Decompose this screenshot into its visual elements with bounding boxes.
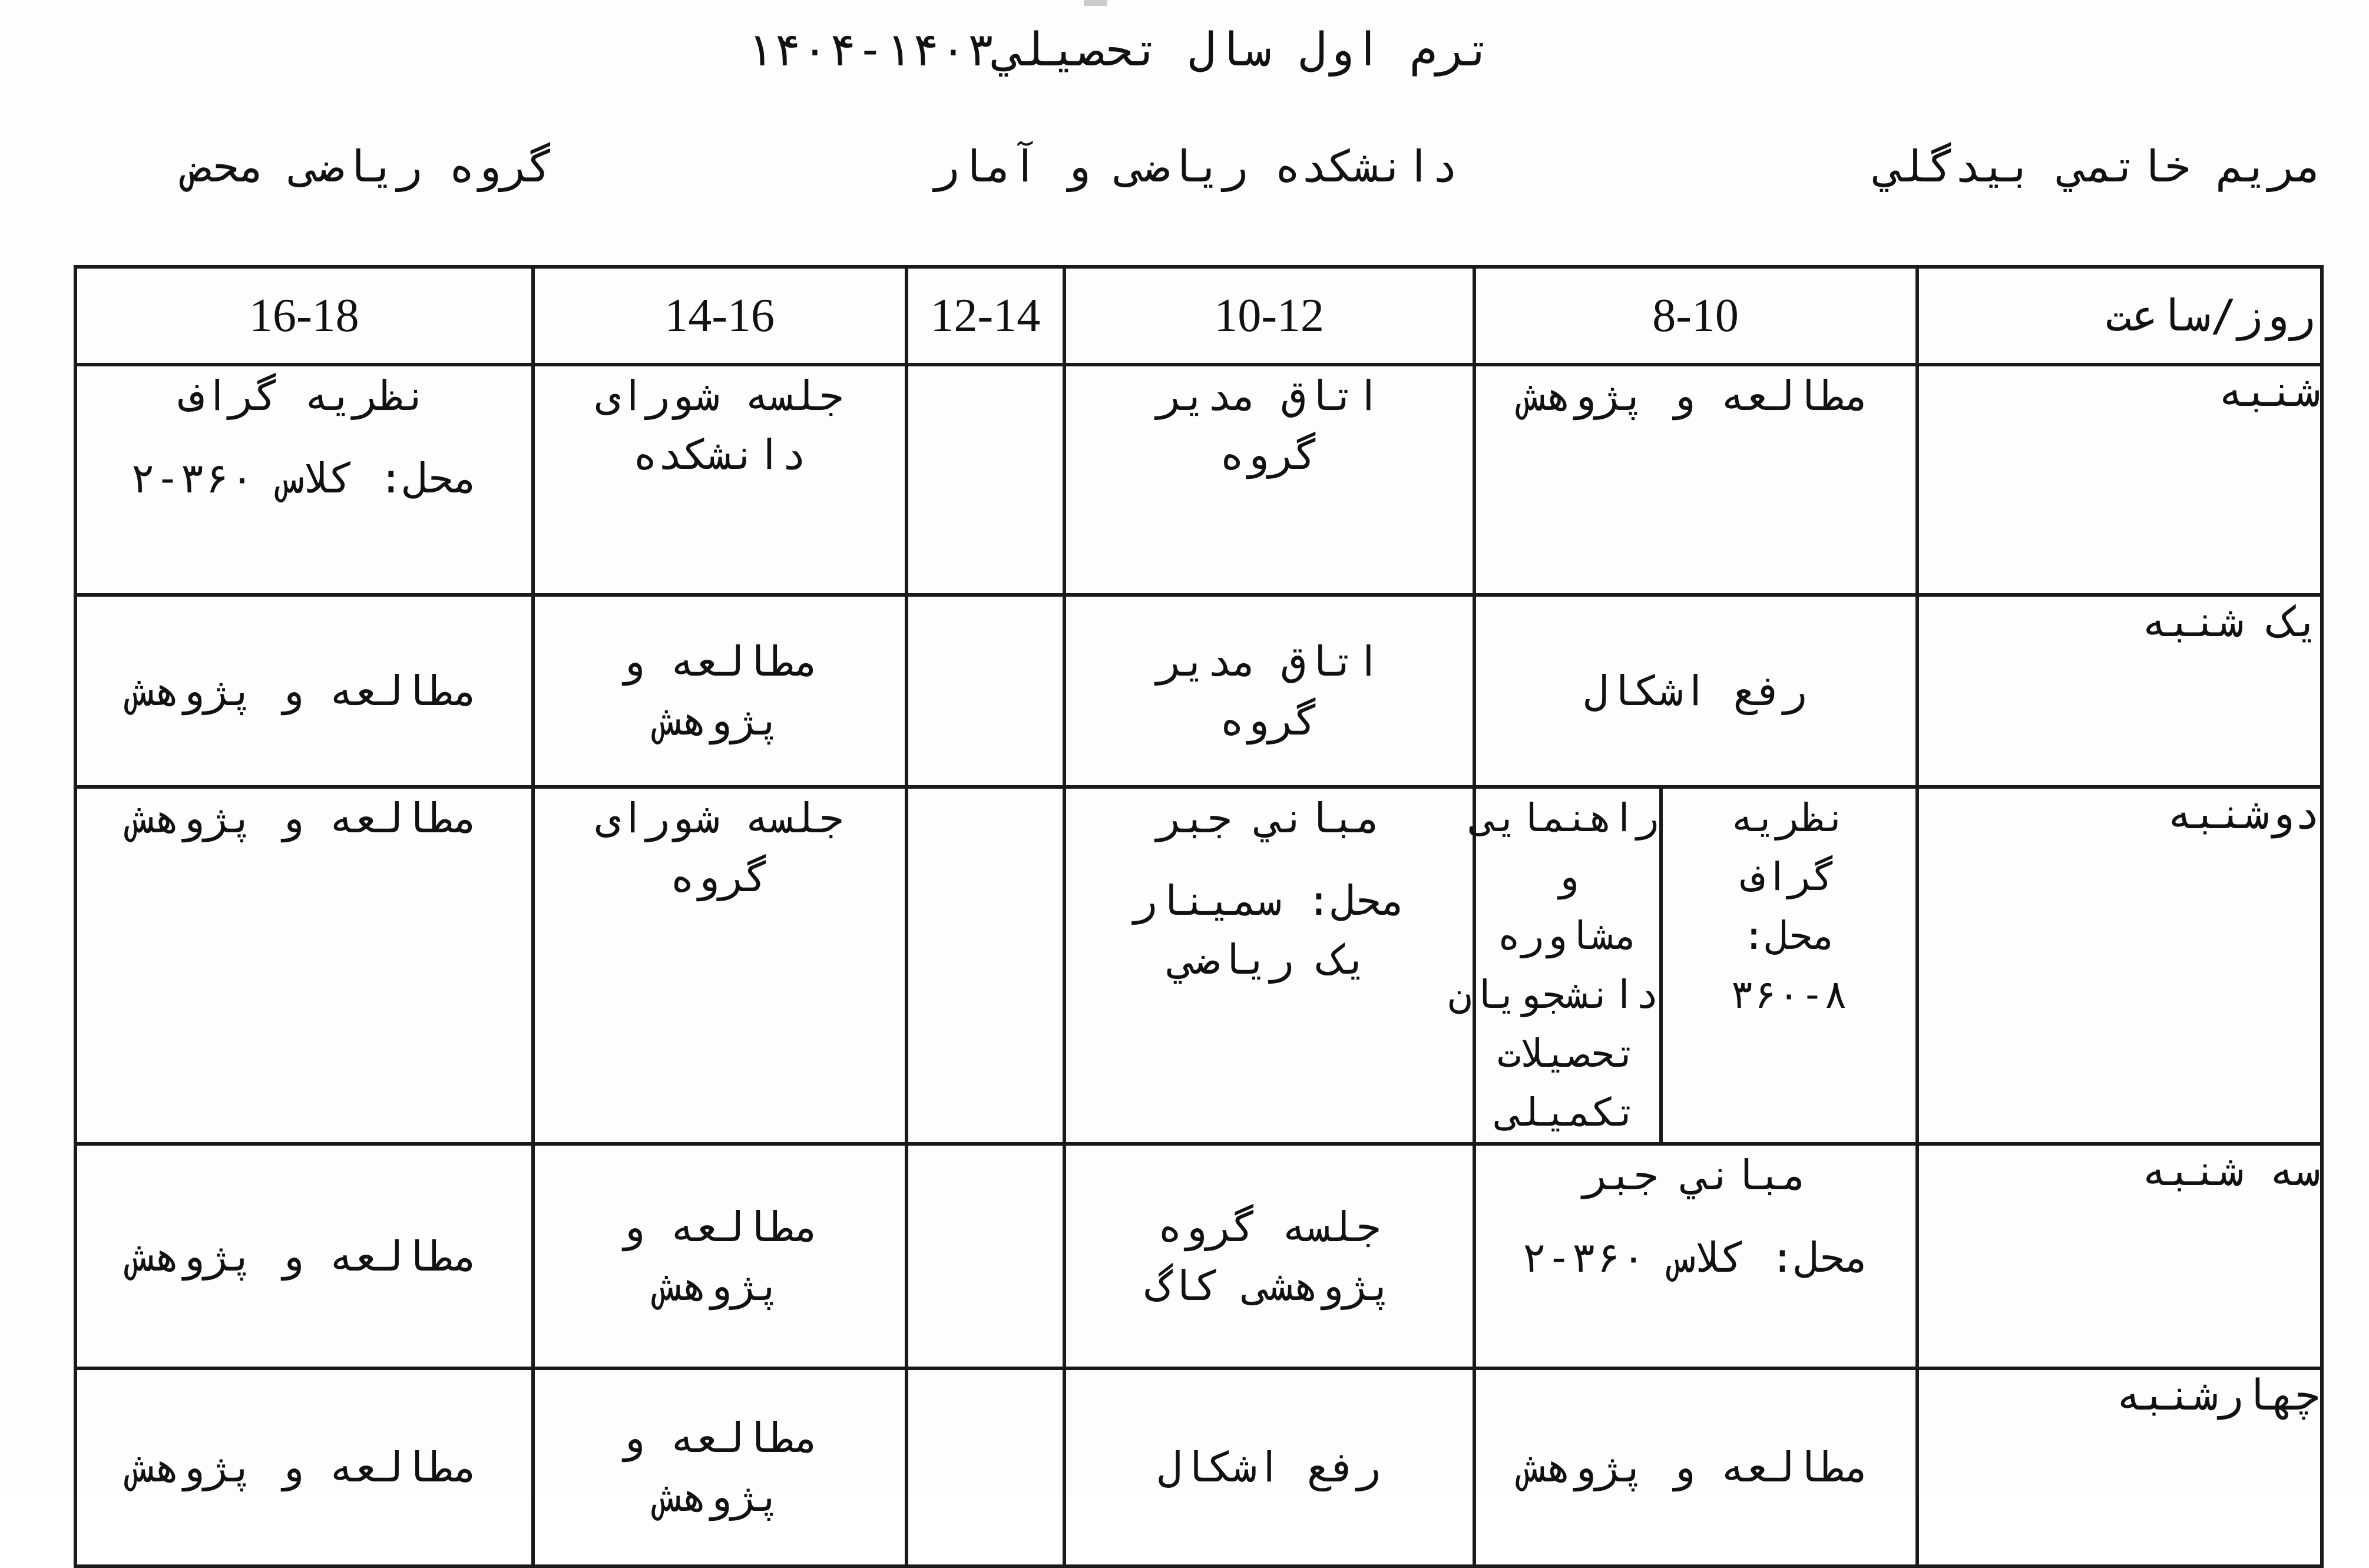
time-header-14-16: 14-16 bbox=[533, 267, 906, 365]
slot-line: ۳۶۰-۸ bbox=[1730, 972, 1848, 1017]
slot-8-10-graph-theory bbox=[1661, 787, 1917, 1144]
slot-line: جلسه شورای bbox=[595, 794, 844, 842]
slot-10-12 bbox=[1064, 1144, 1474, 1368]
day-label: يک شنبه bbox=[1917, 595, 2322, 787]
slot-16-18: مطالعه و پژوهش bbox=[75, 1144, 533, 1368]
slot-10-12 bbox=[1064, 787, 1474, 1144]
page-title: ترم اول سال تحصيلي۱۴۰۳-۱۴۰۴ bbox=[746, 24, 1493, 77]
slot-line: پژوهش bbox=[657, 1473, 782, 1521]
slot-line: مطالعه و bbox=[620, 1414, 819, 1462]
course-location: محل: کلاس ۳۶۰-۲ bbox=[1521, 1233, 1870, 1282]
slot-12-14 bbox=[906, 787, 1064, 1144]
table-header-row bbox=[75, 267, 2322, 365]
slot-line: تکميلی bbox=[1497, 1090, 1638, 1135]
slot-line: دانشکده bbox=[633, 431, 807, 479]
slot-8-10: مطالعه و پژوهش bbox=[1474, 1368, 1917, 1566]
time-header-12-14: 12-14 bbox=[906, 267, 1064, 365]
table-row-monday bbox=[75, 787, 2322, 1144]
slot-12-14 bbox=[906, 595, 1064, 787]
course-location: محل: کلاس ۳۶۰-۲ bbox=[130, 454, 478, 502]
slot-line: جلسه شورای bbox=[595, 372, 844, 420]
slot-line: و مشاوره bbox=[1497, 854, 1638, 958]
slot-line: محل: سمينار bbox=[1132, 876, 1406, 925]
slot-12-14 bbox=[906, 1368, 1064, 1566]
slot-line: جلسه گروه bbox=[1157, 1202, 1381, 1251]
slot-line: گراف bbox=[1742, 854, 1836, 899]
slot-8-10: مطالعه و پژوهش bbox=[1474, 365, 1917, 595]
slot-line: اتاق مدير bbox=[1157, 372, 1381, 420]
slot-line: گروه bbox=[1219, 696, 1319, 745]
slot-8-10 bbox=[1474, 1144, 1917, 1368]
slot-10-12 bbox=[1064, 595, 1474, 787]
day-hour-header: روز/ساعت bbox=[1917, 267, 2322, 365]
day-label: دوشنبه bbox=[1917, 787, 2322, 1144]
slot-line: اتاق مدير bbox=[1157, 637, 1381, 686]
slot-14-16 bbox=[533, 1368, 906, 1566]
slot-line: دانشجويان bbox=[1448, 972, 1659, 1017]
course-location bbox=[1066, 871, 1473, 989]
slot-16-18: مطالعه و پژوهش bbox=[75, 787, 533, 1144]
day-label: سه شنبه bbox=[1917, 1144, 2322, 1368]
slot-line: مطالعه و bbox=[620, 1202, 819, 1251]
slot-line: گروه bbox=[670, 853, 769, 901]
time-header-10-12: 10-12 bbox=[1064, 267, 1474, 365]
time-header-16-18: 16-18 bbox=[75, 267, 533, 365]
slot-14-16 bbox=[533, 365, 906, 595]
slot-line: راهنمايی bbox=[1471, 795, 1659, 841]
slot-8-10: رفع اشکال bbox=[1474, 595, 1917, 787]
slot-16-18: مطالعه و پژوهش bbox=[75, 595, 533, 787]
table-row-sunday bbox=[75, 595, 2322, 787]
slot-12-14 bbox=[906, 365, 1064, 595]
slot-line: تحصيلات bbox=[1497, 1031, 1638, 1076]
slot-14-16 bbox=[533, 1144, 906, 1368]
course-name: نظريه گراف bbox=[180, 372, 428, 420]
slot-14-16 bbox=[533, 595, 906, 787]
table-row-tuesday bbox=[75, 1144, 2322, 1368]
slot-line: پژوهش bbox=[657, 1261, 782, 1310]
slot-line: نظريه bbox=[1730, 795, 1848, 841]
slot-8-10-advising bbox=[1448, 787, 1661, 1144]
slot-14-16 bbox=[533, 787, 906, 1144]
slot-line: پژوهش bbox=[657, 696, 782, 745]
time-header-8-10: 8-10 bbox=[1474, 267, 1917, 365]
slot-line: يک رياضي bbox=[1170, 935, 1369, 984]
faculty-name: دانشکده رياضی و آمار bbox=[933, 141, 1458, 192]
table-row-saturday bbox=[75, 365, 2322, 595]
slot-line: محل: bbox=[1742, 913, 1836, 958]
day-label: شنبه bbox=[1917, 365, 2322, 595]
instructor-name: مريم خاتمي بيدگلي bbox=[1875, 141, 2322, 192]
slot-line: گروه bbox=[1219, 431, 1319, 479]
day-label: چهارشنبه bbox=[1917, 1368, 2322, 1566]
course-name: مباني جبر bbox=[1583, 1151, 1808, 1199]
table-row-wednesday bbox=[75, 1368, 2322, 1566]
slot-10-12: رفع اشکال bbox=[1064, 1368, 1474, 1566]
group-name: گروه رياضی محض bbox=[186, 141, 554, 192]
slot-16-18 bbox=[75, 365, 533, 595]
slot-line: مطالعه و bbox=[620, 637, 819, 686]
scan-mark bbox=[1084, 0, 1107, 6]
slot-10-12 bbox=[1064, 365, 1474, 595]
slot-12-14 bbox=[906, 1144, 1064, 1368]
slot-16-18: مطالعه و پژوهش bbox=[75, 1368, 533, 1566]
slot-line: پژوهشی کاگ bbox=[1145, 1261, 1394, 1310]
weekly-schedule-table bbox=[74, 265, 2324, 1568]
course-name: مباني جبر bbox=[1157, 794, 1381, 842]
